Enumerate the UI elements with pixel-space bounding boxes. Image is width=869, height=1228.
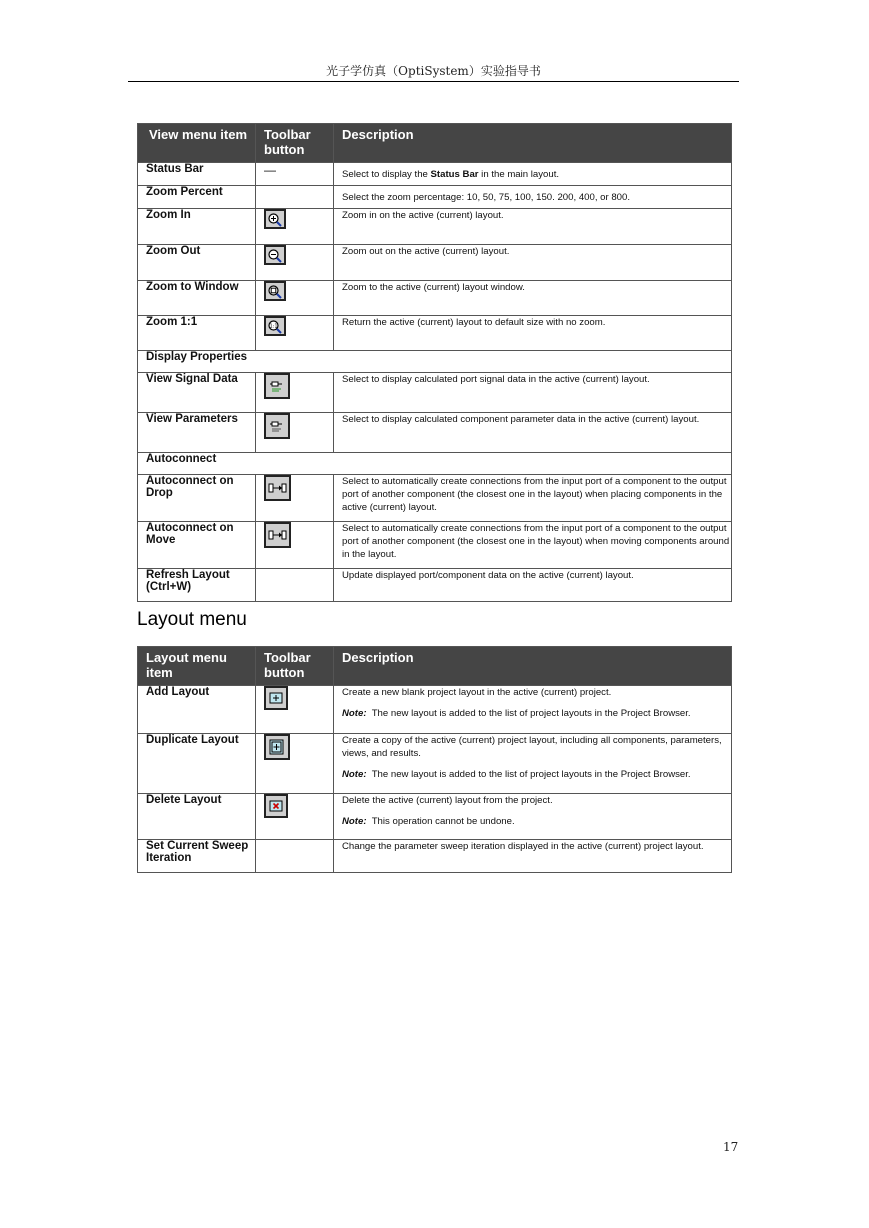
description: Update displayed port/component data on the active (current) layout. (334, 569, 732, 602)
layout-menu-table (137, 646, 732, 873)
description (334, 734, 732, 794)
zoom-to-window-icon[interactable] (264, 281, 286, 301)
table-row (138, 281, 732, 316)
item-name: Zoom 1:1 (138, 316, 256, 351)
section-autoconnect: Autoconnect (138, 453, 732, 475)
description-text: Create a copy of the active (current) project layout, including all components, parameters, views, and results. (342, 735, 722, 759)
view-parameters-icon[interactable] (264, 413, 290, 439)
toolbar-cell (256, 209, 334, 245)
table-row (138, 373, 732, 413)
toolbar-cell (256, 245, 334, 281)
add-layout-icon[interactable] (264, 686, 288, 710)
toolbar-cell (256, 686, 334, 734)
description-text: Create a new blank project layout in the active (current) project. (342, 687, 612, 698)
section-row (138, 453, 732, 475)
item-name: Zoom Percent (138, 186, 256, 209)
section-display-properties: Display Properties (138, 351, 732, 373)
item-name: Autoconnect on Drop (138, 475, 256, 522)
duplicate-layout-icon[interactable] (264, 734, 290, 760)
description: Select the zoom percentage: 10, 50, 75, 100, 150. 200, 400, or 800. (334, 186, 732, 209)
note-line: Note: The new layout is added to the list of project layouts in the Project Browser. (342, 708, 691, 719)
toolbar-cell (256, 794, 334, 840)
description: Change the parameter sweep iteration displayed in the active (current) project layout. (334, 840, 732, 873)
description (334, 794, 732, 840)
description: Select to display calculated component parameter data in the active (current) layout. (334, 413, 732, 453)
item-name: Add Layout (138, 686, 256, 734)
page-number: 17 (723, 1140, 739, 1154)
item-name: Delete Layout (138, 794, 256, 840)
table-row (138, 413, 732, 453)
description: Select to automatically create connections from the input port of a component to the output port of another component (the closest one in the layout) when placing components in the active (current) layout. (334, 475, 732, 522)
toolbar-cell (256, 373, 334, 413)
view-signal-data-icon[interactable] (264, 373, 290, 399)
table-row (138, 734, 732, 794)
toolbar-cell (256, 522, 334, 569)
running-header: 光子学仿真（OptiSystem）实验指导书 (326, 64, 541, 78)
column-header-item: Layout menu item (138, 647, 256, 686)
item-name: Autoconnect on Move (138, 522, 256, 569)
description (334, 686, 732, 734)
section-row (138, 351, 732, 373)
item-name: Status Bar (138, 163, 256, 186)
column-header-toolbar: Toolbar button (256, 647, 334, 686)
table-row (138, 245, 732, 281)
description-text: Delete the active (current) layout from the project. (342, 795, 553, 806)
zoom-out-icon[interactable] (264, 245, 286, 265)
toolbar-cell (256, 316, 334, 351)
toolbar-cell (256, 569, 334, 602)
item-name: Duplicate Layout (138, 734, 256, 794)
toolbar-cell (256, 281, 334, 316)
toolbar-cell (256, 840, 334, 873)
autoconnect-icon[interactable] (264, 522, 291, 548)
table-row (138, 209, 732, 245)
column-header-toolbar: Toolbar button (256, 124, 334, 163)
table-row (138, 475, 732, 522)
svg-text:1:1: 1:1 (269, 323, 278, 330)
table-row (138, 522, 732, 569)
item-name: Zoom to Window (138, 281, 256, 316)
table-row (138, 686, 732, 734)
zoom-in-icon[interactable] (264, 209, 286, 229)
toolbar-cell (256, 475, 334, 522)
view-menu-table (137, 123, 732, 602)
toolbar-cell (256, 413, 334, 453)
toolbar-cell (256, 186, 334, 209)
table-row (138, 316, 732, 351)
item-name: View Parameters (138, 413, 256, 453)
column-header-description: Description (334, 124, 732, 163)
table-row (138, 186, 732, 209)
table-row (138, 569, 732, 602)
table-row (138, 163, 732, 186)
description: Select to display the Status Bar in the main layout. (334, 163, 732, 186)
column-header-description: Description (334, 647, 732, 686)
toolbar-cell: — (256, 163, 334, 186)
table-row (138, 840, 732, 873)
description: Zoom in on the active (current) layout. (334, 209, 732, 245)
item-name: View Signal Data (138, 373, 256, 413)
toolbar-cell (256, 734, 334, 794)
layout-menu-heading: Layout menu (137, 609, 247, 630)
zoom-1-1-icon[interactable] (264, 316, 286, 336)
description: Zoom to the active (current) layout window. (334, 281, 732, 316)
note-line: Note: This operation cannot be undone. (342, 816, 515, 827)
description: Return the active (current) layout to default size with no zoom. (334, 316, 732, 351)
delete-layout-icon[interactable] (264, 794, 288, 818)
description: Select to display calculated port signal data in the active (current) layout. (334, 373, 732, 413)
item-name: Set Current Sweep Iteration (138, 840, 256, 873)
header-rule (128, 81, 739, 82)
item-name: Refresh Layout (Ctrl+W) (138, 569, 256, 602)
column-header-item: View menu item (138, 124, 256, 163)
description: Zoom out on the active (current) layout. (334, 245, 732, 281)
description: Select to automatically create connections from the input port of a component to the output port of another component (the closest one in the layout) when moving components around in the layout. (334, 522, 732, 569)
note-line: Note: The new layout is added to the list of project layouts in the Project Browser. (342, 769, 691, 780)
table-row (138, 794, 732, 840)
item-name: Zoom Out (138, 245, 256, 281)
autoconnect-icon[interactable] (264, 475, 291, 501)
item-name: Zoom In (138, 209, 256, 245)
